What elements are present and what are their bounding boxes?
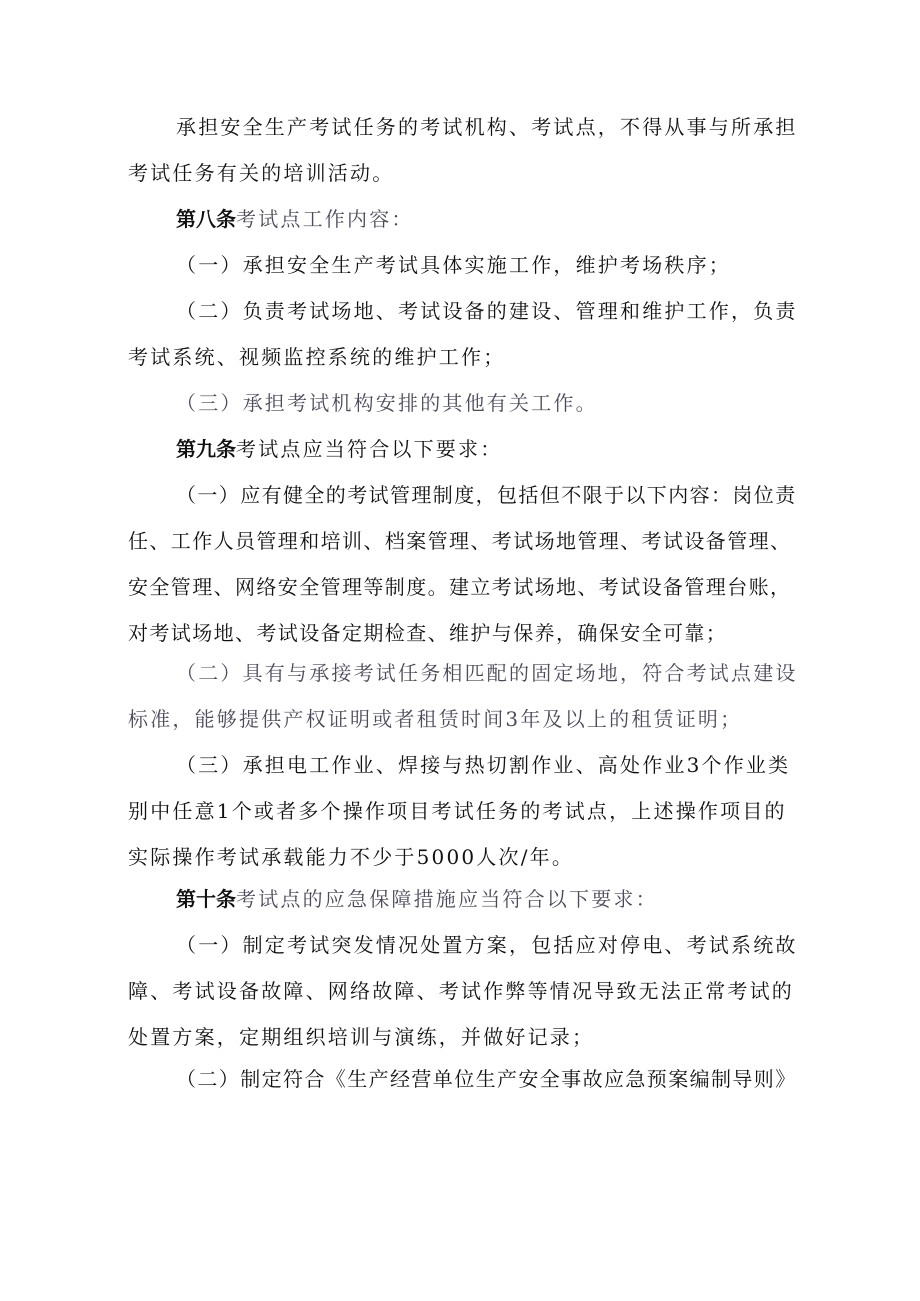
article-10-item-2 [128, 1056, 808, 1102]
article-title: 考试点工作内容： [236, 207, 414, 231]
article-number: 第十条 [176, 887, 236, 911]
item-text: （三）承担考试机构安排的其他有关工作。 [176, 391, 598, 415]
article-8-item-3 [128, 380, 808, 426]
article-10-heading [128, 876, 808, 922]
item-text: （一）承担安全生产考试具体实施工作，维护考场秩序； [176, 253, 731, 277]
item-text: （三）承担电工作业、焊接与热切割作业、高处作业3个作业类别中任意1个或者多个操作项目考试任务的考试点，上述操作项目的实际操作考试承载能力不少于5000人次/年。 [128, 753, 791, 869]
article-9-item-3 [128, 742, 808, 880]
paragraph-text: 承担安全生产考试任务的考试机构、考试点，不得从事与所承担考试任务有关的培训活动。 [128, 115, 798, 185]
article-10-item-1 [128, 922, 808, 1060]
item-text: （二）具有与承接考试任务相匹配的固定场地，符合考试点建设标准，能够提供产权证明或者租赁时间3年及以上的租赁证明； [128, 661, 798, 731]
article-9-item-2 [128, 650, 808, 742]
article-number: 第九条 [176, 437, 236, 461]
article-title: 考试点应当符合以下要求： [236, 437, 503, 461]
paragraph-exam-training-restriction [128, 104, 808, 196]
article-8-item-2 [128, 288, 808, 380]
item-text: （一）应有健全的考试管理制度，包括但不限于以下内容：岗位责任、工作人员管理和培训、档案管理、考试场地管理、考试设备管理、安全管理、网络安全管理等制度。建立考试场地、考试设备管理台账，对考试场地、考试设备定期检查、维护与保养，确保安全可靠； [128, 483, 797, 645]
item-text: （一）制定考试突发情况处置方案，包括应对停电、考试系统故障、考试设备故障、网络故障、考试作弊等情况导致无法正常考试的处置方案，定期组织培训与演练，并做好记录； [128, 933, 798, 1049]
article-title: 考试点的应急保障措施应当符合以下要求： [236, 887, 658, 911]
article-9-heading [128, 426, 808, 472]
article-number: 第八条 [176, 207, 236, 231]
article-8-heading [128, 196, 808, 242]
item-text: （二）负责考试场地、考试设备的建设、管理和维护工作，负责考试系统、视频监控系统的维护工作； [128, 299, 798, 369]
article-8-item-1 [128, 242, 808, 288]
item-text: （二）制定符合《生产经营单位生产安全事故应急预案编制导则》 [176, 1067, 797, 1091]
article-9-item-1 [128, 472, 808, 656]
